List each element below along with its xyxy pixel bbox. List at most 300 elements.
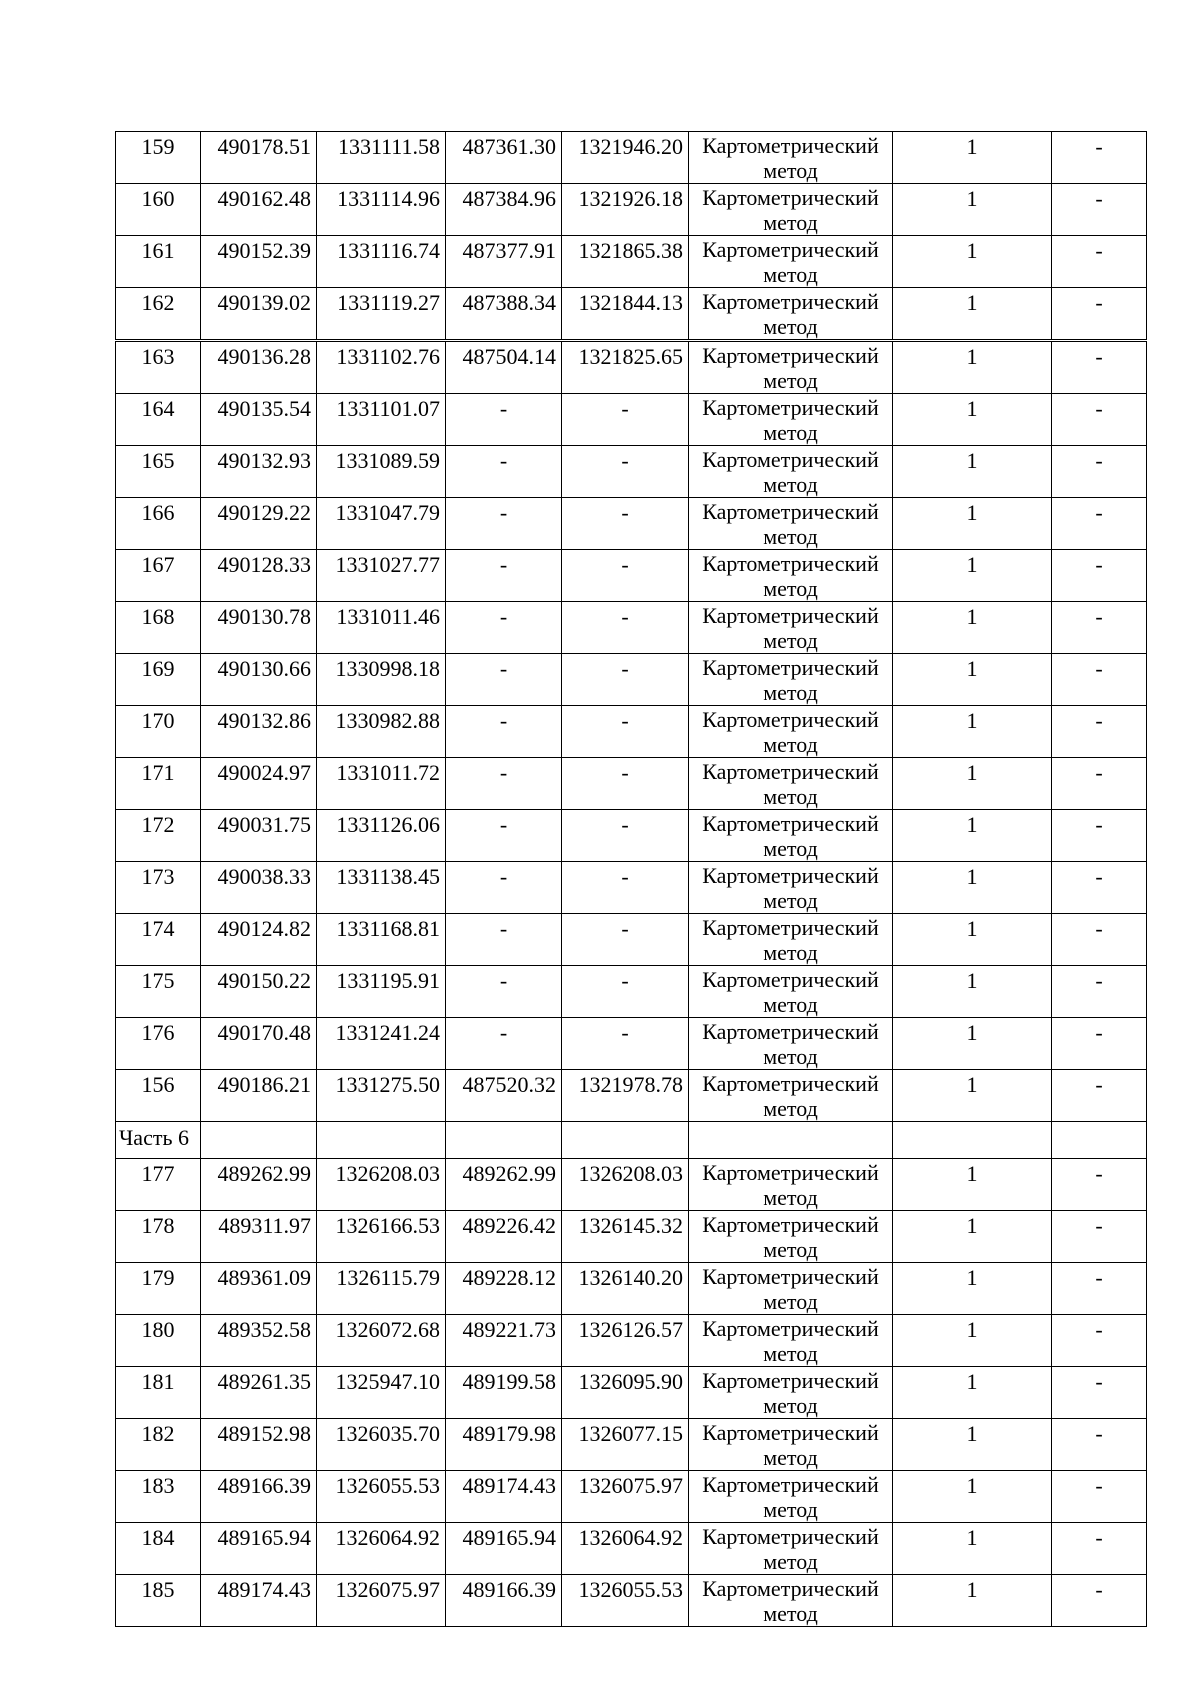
empty-cell — [446, 1122, 562, 1159]
table-row — [116, 446, 1147, 498]
y1-value: 1331114.96 — [317, 184, 446, 236]
note-value: - — [1052, 184, 1147, 236]
method-name-line1: Картометрический — [702, 1316, 879, 1341]
method-name-line1: Картометрический — [702, 133, 879, 158]
x1-value: 490139.02 — [201, 288, 317, 341]
table-row — [116, 341, 1147, 394]
method-name-line1: Картометрический — [702, 1524, 879, 1549]
point-number: 184 — [116, 1523, 201, 1575]
accuracy-value: 1 — [893, 236, 1052, 288]
x2-value: 489174.43 — [446, 1471, 562, 1523]
x2-value: 489226.42 — [446, 1211, 562, 1263]
x1-value: 489166.39 — [201, 1471, 317, 1523]
section-row — [116, 1122, 1147, 1159]
note-value: - — [1052, 446, 1147, 498]
point-number: 170 — [116, 706, 201, 758]
accuracy-value: 1 — [893, 1159, 1052, 1211]
x2-value: - — [446, 862, 562, 914]
note-value: - — [1052, 966, 1147, 1018]
point-number: 167 — [116, 550, 201, 602]
method-name-line2: метод — [763, 158, 818, 183]
point-number: 160 — [116, 184, 201, 236]
method-name-line2: метод — [763, 940, 818, 965]
x1-value: 490150.22 — [201, 966, 317, 1018]
note-value: - — [1052, 810, 1147, 862]
method-name-line2: метод — [763, 576, 818, 601]
point-number: 185 — [116, 1575, 201, 1627]
section-label: Часть 6 — [116, 1122, 201, 1159]
note-value: - — [1052, 758, 1147, 810]
y2-value: - — [562, 966, 689, 1018]
method-name-line2: метод — [763, 1445, 818, 1470]
method-name-line1: Картометрический — [702, 1160, 879, 1185]
accuracy-value: 1 — [893, 758, 1052, 810]
x1-value: 490132.93 — [201, 446, 317, 498]
y2-value: 1326145.32 — [562, 1211, 689, 1263]
x1-value: 490128.33 — [201, 550, 317, 602]
method-cell — [689, 184, 893, 236]
x2-value: - — [446, 1018, 562, 1070]
method-name-line1: Картометрический — [702, 1019, 879, 1044]
y1-value: 1331011.72 — [317, 758, 446, 810]
x2-value: - — [446, 810, 562, 862]
x2-value: 489228.12 — [446, 1263, 562, 1315]
x1-value: 490024.97 — [201, 758, 317, 810]
table-row — [116, 758, 1147, 810]
method-name-line1: Картометрический — [702, 967, 879, 992]
table-row — [116, 1159, 1147, 1211]
method-name-line2: метод — [763, 420, 818, 445]
method-cell — [689, 1367, 893, 1419]
point-number: 169 — [116, 654, 201, 706]
accuracy-value: 1 — [893, 498, 1052, 550]
method-cell — [689, 1419, 893, 1471]
accuracy-value: 1 — [893, 810, 1052, 862]
empty-cell — [893, 1122, 1052, 1159]
point-number: 174 — [116, 914, 201, 966]
y1-value: 1331275.50 — [317, 1070, 446, 1122]
x1-value: 490129.22 — [201, 498, 317, 550]
y1-value: 1326035.70 — [317, 1419, 446, 1471]
accuracy-value: 1 — [893, 966, 1052, 1018]
note-value: - — [1052, 132, 1147, 184]
method-name-line2: метод — [763, 680, 818, 705]
x1-value: 490152.39 — [201, 236, 317, 288]
note-value: - — [1052, 288, 1147, 341]
method-name-line1: Картометрический — [702, 1368, 879, 1393]
x1-value: 490130.66 — [201, 654, 317, 706]
accuracy-value: 1 — [893, 862, 1052, 914]
y1-value: 1326075.97 — [317, 1575, 446, 1627]
y1-value: 1331011.46 — [317, 602, 446, 654]
x1-value: 489261.35 — [201, 1367, 317, 1419]
method-name-line2: метод — [763, 210, 818, 235]
method-cell — [689, 1315, 893, 1367]
x2-value: - — [446, 654, 562, 706]
method-cell — [689, 862, 893, 914]
method-cell — [689, 1471, 893, 1523]
note-value: - — [1052, 1575, 1147, 1627]
method-cell — [689, 966, 893, 1018]
x2-value: 487384.96 — [446, 184, 562, 236]
empty-cell — [689, 1122, 893, 1159]
method-cell — [689, 602, 893, 654]
x2-value: 487388.34 — [446, 288, 562, 341]
method-name-line1: Картометрический — [702, 447, 879, 472]
y2-value: 1326208.03 — [562, 1159, 689, 1211]
accuracy-value: 1 — [893, 1471, 1052, 1523]
method-name-line2: метод — [763, 1237, 818, 1262]
method-cell — [689, 288, 893, 341]
y2-value: - — [562, 602, 689, 654]
method-name-line1: Картометрический — [702, 811, 879, 836]
y1-value: 1331126.06 — [317, 810, 446, 862]
y2-value: - — [562, 550, 689, 602]
x2-value: - — [446, 498, 562, 550]
method-cell — [689, 1263, 893, 1315]
table-row — [116, 550, 1147, 602]
x1-value: 490031.75 — [201, 810, 317, 862]
empty-cell — [562, 1122, 689, 1159]
y2-value: - — [562, 446, 689, 498]
table-row — [116, 1315, 1147, 1367]
point-number: 183 — [116, 1471, 201, 1523]
note-value: - — [1052, 1159, 1147, 1211]
table-row — [116, 810, 1147, 862]
x2-value: - — [446, 706, 562, 758]
method-cell — [689, 498, 893, 550]
table-part-b — [116, 1159, 1147, 1627]
method-name-line1: Картометрический — [702, 185, 879, 210]
method-name-line2: метод — [763, 1185, 818, 1210]
table-row — [116, 1523, 1147, 1575]
x2-value: - — [446, 446, 562, 498]
accuracy-value: 1 — [893, 602, 1052, 654]
y1-value: 1331195.91 — [317, 966, 446, 1018]
method-name-line2: метод — [763, 1341, 818, 1366]
note-value: - — [1052, 1211, 1147, 1263]
method-name-line2: метод — [763, 1497, 818, 1522]
accuracy-value: 1 — [893, 288, 1052, 341]
x1-value: 490136.28 — [201, 341, 317, 394]
y1-value: 1325947.10 — [317, 1367, 446, 1419]
table-row — [116, 602, 1147, 654]
note-value: - — [1052, 1523, 1147, 1575]
method-name-line2: метод — [763, 1044, 818, 1069]
table-row — [116, 1211, 1147, 1263]
y1-value: 1331089.59 — [317, 446, 446, 498]
point-number: 182 — [116, 1419, 201, 1471]
y2-value: 1321926.18 — [562, 184, 689, 236]
point-number: 179 — [116, 1263, 201, 1315]
accuracy-value: 1 — [893, 446, 1052, 498]
point-number: 166 — [116, 498, 201, 550]
method-name-line2: метод — [763, 524, 818, 549]
note-value: - — [1052, 394, 1147, 446]
x2-value: 489166.39 — [446, 1575, 562, 1627]
method-name-line1: Картометрический — [702, 237, 879, 262]
point-number: 164 — [116, 394, 201, 446]
note-value: - — [1052, 498, 1147, 550]
note-value: - — [1052, 862, 1147, 914]
y2-value: 1326140.20 — [562, 1263, 689, 1315]
y1-value: 1331116.74 — [317, 236, 446, 288]
x2-value: 487377.91 — [446, 236, 562, 288]
y2-value: - — [562, 758, 689, 810]
method-name-line2: метод — [763, 472, 818, 497]
method-cell — [689, 394, 893, 446]
note-value: - — [1052, 236, 1147, 288]
accuracy-value: 1 — [893, 1070, 1052, 1122]
accuracy-value: 1 — [893, 550, 1052, 602]
point-number: 178 — [116, 1211, 201, 1263]
method-name-line1: Картометрический — [702, 289, 879, 314]
y2-value: 1321978.78 — [562, 1070, 689, 1122]
method-name-line2: метод — [763, 262, 818, 287]
table-row — [116, 914, 1147, 966]
y2-value: 1326077.15 — [562, 1419, 689, 1471]
table-section-header — [116, 1122, 1147, 1159]
point-number: 161 — [116, 236, 201, 288]
x1-value: 489311.97 — [201, 1211, 317, 1263]
accuracy-value: 1 — [893, 184, 1052, 236]
y2-value: 1321844.13 — [562, 288, 689, 341]
method-name-line2: метод — [763, 732, 818, 757]
table-row — [116, 394, 1147, 446]
table-part-a — [116, 132, 1147, 1122]
y1-value: 1326055.53 — [317, 1471, 446, 1523]
note-value: - — [1052, 1070, 1147, 1122]
y1-value: 1331101.07 — [317, 394, 446, 446]
y1-value: 1331047.79 — [317, 498, 446, 550]
y2-value: 1321865.38 — [562, 236, 689, 288]
table-row — [116, 498, 1147, 550]
method-name-line1: Картометрический — [702, 395, 879, 420]
coordinates-table — [115, 131, 1147, 1627]
x2-value: - — [446, 758, 562, 810]
method-name-line1: Картометрический — [702, 759, 879, 784]
y2-value: 1326055.53 — [562, 1575, 689, 1627]
method-name-line2: метод — [763, 1601, 818, 1626]
point-number: 172 — [116, 810, 201, 862]
table-row — [116, 1367, 1147, 1419]
x2-value: 489165.94 — [446, 1523, 562, 1575]
y1-value: 1326115.79 — [317, 1263, 446, 1315]
table-row — [116, 288, 1147, 341]
method-name-line1: Картометрический — [702, 603, 879, 628]
x2-value: 489179.98 — [446, 1419, 562, 1471]
y1-value: 1330982.88 — [317, 706, 446, 758]
table-row — [116, 1575, 1147, 1627]
accuracy-value: 1 — [893, 1018, 1052, 1070]
method-cell — [689, 1018, 893, 1070]
y2-value: 1321946.20 — [562, 132, 689, 184]
method-name-line1: Картометрический — [702, 551, 879, 576]
point-number: 159 — [116, 132, 201, 184]
y2-value: - — [562, 810, 689, 862]
x2-value: - — [446, 966, 562, 1018]
y2-value: - — [562, 1018, 689, 1070]
x1-value: 489262.99 — [201, 1159, 317, 1211]
x1-value: 489152.98 — [201, 1419, 317, 1471]
y1-value: 1331168.81 — [317, 914, 446, 966]
x2-value: 487361.30 — [446, 132, 562, 184]
accuracy-value: 1 — [893, 1263, 1052, 1315]
y2-value: 1326064.92 — [562, 1523, 689, 1575]
x2-value: 489199.58 — [446, 1367, 562, 1419]
point-number: 175 — [116, 966, 201, 1018]
point-number: 168 — [116, 602, 201, 654]
accuracy-value: 1 — [893, 394, 1052, 446]
method-name-line2: метод — [763, 784, 818, 809]
y2-value: - — [562, 914, 689, 966]
y1-value: 1326064.92 — [317, 1523, 446, 1575]
x1-value: 490130.78 — [201, 602, 317, 654]
method-cell — [689, 1523, 893, 1575]
y1-value: 1326208.03 — [317, 1159, 446, 1211]
note-value: - — [1052, 1263, 1147, 1315]
note-value: - — [1052, 550, 1147, 602]
y2-value: - — [562, 706, 689, 758]
method-name-line2: метод — [763, 836, 818, 861]
y1-value: 1331119.27 — [317, 288, 446, 341]
point-number: 180 — [116, 1315, 201, 1367]
y2-value: 1326126.57 — [562, 1315, 689, 1367]
table-row — [116, 862, 1147, 914]
x2-value: 487520.32 — [446, 1070, 562, 1122]
x1-value: 490038.33 — [201, 862, 317, 914]
y1-value: 1331027.77 — [317, 550, 446, 602]
method-name-line1: Картометрический — [702, 499, 879, 524]
accuracy-value: 1 — [893, 1419, 1052, 1471]
note-value: - — [1052, 706, 1147, 758]
method-name-line1: Картометрический — [702, 1576, 879, 1601]
method-name-line2: метод — [763, 314, 818, 339]
x2-value: - — [446, 914, 562, 966]
method-cell — [689, 446, 893, 498]
method-cell — [689, 914, 893, 966]
point-number: 177 — [116, 1159, 201, 1211]
table-row — [116, 1471, 1147, 1523]
empty-cell — [201, 1122, 317, 1159]
y2-value: - — [562, 394, 689, 446]
method-cell — [689, 1575, 893, 1627]
point-number: 176 — [116, 1018, 201, 1070]
method-name-line2: метод — [763, 1289, 818, 1314]
method-cell — [689, 550, 893, 602]
x1-value: 490178.51 — [201, 132, 317, 184]
method-name-line1: Картометрический — [702, 707, 879, 732]
method-name-line1: Картометрический — [702, 343, 879, 368]
table-row — [116, 966, 1147, 1018]
method-cell — [689, 706, 893, 758]
y1-value: 1331102.76 — [317, 341, 446, 394]
point-number: 162 — [116, 288, 201, 341]
x1-value: 490162.48 — [201, 184, 317, 236]
table-row — [116, 184, 1147, 236]
y2-value: - — [562, 654, 689, 706]
y1-value: 1326166.53 — [317, 1211, 446, 1263]
method-name-line2: метод — [763, 992, 818, 1017]
method-cell — [689, 1211, 893, 1263]
point-number: 156 — [116, 1070, 201, 1122]
method-name-line1: Картометрический — [702, 863, 879, 888]
method-name-line1: Картометрический — [702, 1420, 879, 1445]
note-value: - — [1052, 1315, 1147, 1367]
note-value: - — [1052, 1419, 1147, 1471]
method-name-line2: метод — [763, 888, 818, 913]
method-name-line1: Картометрический — [702, 1264, 879, 1289]
y1-value: 1326072.68 — [317, 1315, 446, 1367]
table-row — [116, 132, 1147, 184]
accuracy-value: 1 — [893, 654, 1052, 706]
y1-value: 1331138.45 — [317, 862, 446, 914]
note-value: - — [1052, 341, 1147, 394]
note-value: - — [1052, 914, 1147, 966]
x1-value: 490132.86 — [201, 706, 317, 758]
y2-value: - — [562, 862, 689, 914]
accuracy-value: 1 — [893, 1211, 1052, 1263]
method-cell — [689, 810, 893, 862]
y1-value: 1330998.18 — [317, 654, 446, 706]
x2-value: - — [446, 394, 562, 446]
point-number: 163 — [116, 341, 201, 394]
accuracy-value: 1 — [893, 1575, 1052, 1627]
method-name-line1: Картометрический — [702, 1071, 879, 1096]
method-cell — [689, 654, 893, 706]
accuracy-value: 1 — [893, 1367, 1052, 1419]
accuracy-value: 1 — [893, 706, 1052, 758]
point-number: 171 — [116, 758, 201, 810]
empty-cell — [1052, 1122, 1147, 1159]
point-number: 173 — [116, 862, 201, 914]
x2-value: 489221.73 — [446, 1315, 562, 1367]
method-name-line2: метод — [763, 368, 818, 393]
method-cell — [689, 1070, 893, 1122]
x1-value: 489165.94 — [201, 1523, 317, 1575]
method-name-line1: Картометрический — [702, 655, 879, 680]
note-value: - — [1052, 1018, 1147, 1070]
point-number: 181 — [116, 1367, 201, 1419]
table-row — [116, 1070, 1147, 1122]
method-cell — [689, 341, 893, 394]
x2-value: - — [446, 602, 562, 654]
method-cell — [689, 236, 893, 288]
method-name-line1: Картометрический — [702, 1472, 879, 1497]
method-name-line1: Картометрический — [702, 1212, 879, 1237]
y2-value: - — [562, 498, 689, 550]
method-name-line2: метод — [763, 1393, 818, 1418]
y2-value: 1326075.97 — [562, 1471, 689, 1523]
method-name-line2: метод — [763, 1096, 818, 1121]
table-row — [116, 1419, 1147, 1471]
x2-value: 489262.99 — [446, 1159, 562, 1211]
method-cell — [689, 132, 893, 184]
table-row — [116, 654, 1147, 706]
method-name-line2: метод — [763, 628, 818, 653]
x1-value: 490170.48 — [201, 1018, 317, 1070]
point-number: 165 — [116, 446, 201, 498]
y2-value: 1321825.65 — [562, 341, 689, 394]
x2-value: - — [446, 550, 562, 602]
x1-value: 489361.09 — [201, 1263, 317, 1315]
accuracy-value: 1 — [893, 1315, 1052, 1367]
accuracy-value: 1 — [893, 341, 1052, 394]
x1-value: 490135.54 — [201, 394, 317, 446]
note-value: - — [1052, 1367, 1147, 1419]
x1-value: 489174.43 — [201, 1575, 317, 1627]
y1-value: 1331111.58 — [317, 132, 446, 184]
